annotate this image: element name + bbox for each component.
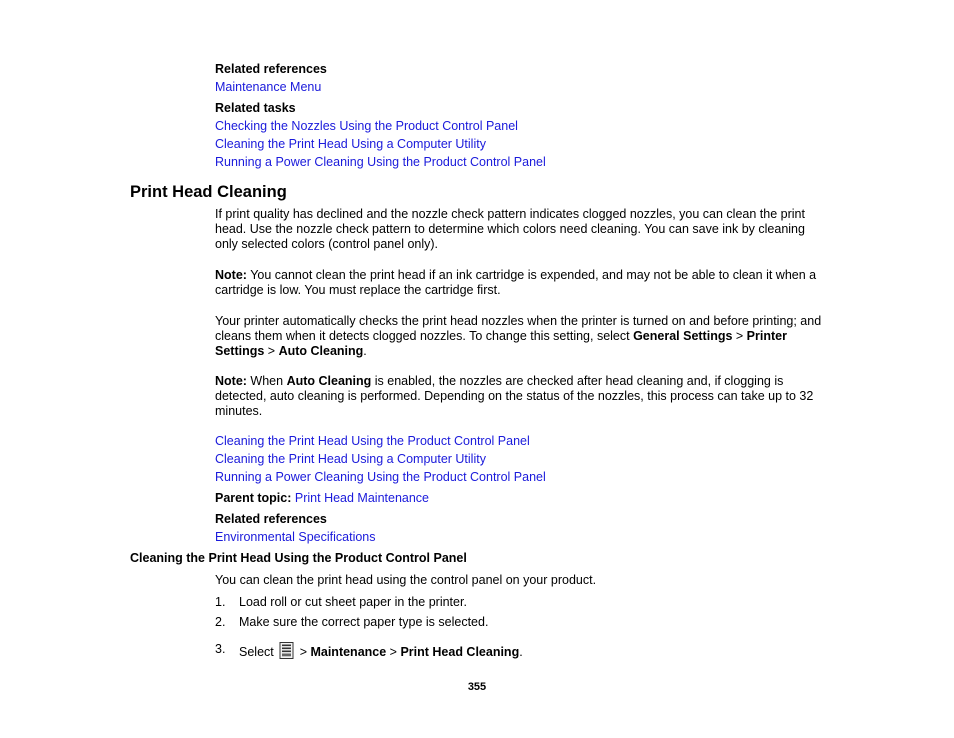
note-text: is enabled, the nozzles are checked after head cleaning and, if clogging is detected, auto cleaning is performed. Depending on the status of the nozzles, this process can take up to 32 minutes. xyxy=(215,374,814,418)
note-auto-cleaning xyxy=(215,374,825,419)
link-cleaning-computer-utility[interactable]: Cleaning the Print Head Using a Computer Utility xyxy=(215,137,486,151)
page-number: 355 xyxy=(467,681,487,693)
link-environmental-specifications[interactable]: Environmental Specifications xyxy=(215,530,376,544)
separator: > xyxy=(386,645,401,659)
menu-maintenance: Maintenance xyxy=(310,645,387,659)
step-text-pre: Select xyxy=(239,645,278,659)
note-label: Note: xyxy=(215,268,247,282)
related-tasks-heading: Related tasks xyxy=(215,101,296,115)
menu-auto-cleaning: Auto Cleaning xyxy=(278,344,364,358)
paragraph-text: Your printer automatically checks the print head nozzles when the printer is turned on and before printing; and cleans them when it detects clogged nozzles. To change this setting, select xyxy=(215,314,822,343)
separator: > xyxy=(732,329,747,343)
step-number: 1. xyxy=(215,595,226,609)
separator: > xyxy=(296,645,311,659)
intro-paragraph: If print quality has declined and the nozzle check pattern indicates clogged nozzles, you can clean the print head. Use the nozzle check pattern to determine which colors need cleaning. You can save ink by cleaning only selected colors (control panel only). xyxy=(215,207,805,251)
related-references-heading: Related references xyxy=(215,62,327,76)
parent-topic-label: Parent topic: xyxy=(215,491,292,505)
step-text: Load roll or cut sheet paper in the printer. xyxy=(239,595,467,609)
menu-icon xyxy=(279,642,294,659)
menu-printer-settings: Printer Settings xyxy=(215,329,787,358)
step-number: 2. xyxy=(215,615,226,629)
note-text: You cannot clean the print head if an ink cartridge is expended, and may not be able to clean it when a cartridge is low. You must replace the cartridge first. xyxy=(215,268,817,297)
link-checking-nozzles[interactable]: Checking the Nozzles Using the Product Control Panel xyxy=(215,119,518,133)
menu-general-settings: General Settings xyxy=(633,329,733,343)
link-power-cleaning[interactable]: Running a Power Cleaning Using the Product Control Panel xyxy=(215,155,546,169)
link-power-cleaning-2[interactable]: Running a Power Cleaning Using the Product Control Panel xyxy=(215,470,546,484)
menu-print-head-cleaning: Print Head Cleaning xyxy=(400,645,520,659)
note-label: Note: xyxy=(215,374,247,388)
step-number: 3. xyxy=(215,642,226,656)
step-text-select xyxy=(239,642,523,660)
link-cleaning-control-panel[interactable]: Cleaning the Print Head Using the Product Control Panel xyxy=(215,434,530,448)
period: . xyxy=(363,344,367,358)
separator: > xyxy=(264,344,279,358)
link-print-head-maintenance[interactable]: Print Head Maintenance xyxy=(294,491,429,505)
link-maintenance-menu[interactable]: Maintenance Menu xyxy=(215,80,322,94)
related-references-heading-2: Related references xyxy=(215,512,327,526)
note-cartridge xyxy=(215,268,825,298)
period: . xyxy=(519,645,523,659)
step-text: Make sure the correct paper type is selected. xyxy=(239,615,489,629)
subsection-intro: You can clean the print head using the control panel on your product. xyxy=(215,573,597,587)
auto-cleaning-paragraph xyxy=(215,314,825,359)
note-text: When xyxy=(246,374,287,388)
section-title: Print Head Cleaning xyxy=(130,183,287,201)
note-bold-auto-cleaning: Auto Cleaning xyxy=(286,374,372,388)
parent-topic xyxy=(215,491,429,506)
subsection-title: Cleaning the Print Head Using the Product Control Panel xyxy=(130,551,467,565)
link-cleaning-computer-utility-2[interactable]: Cleaning the Print Head Using a Computer Utility xyxy=(215,452,486,466)
